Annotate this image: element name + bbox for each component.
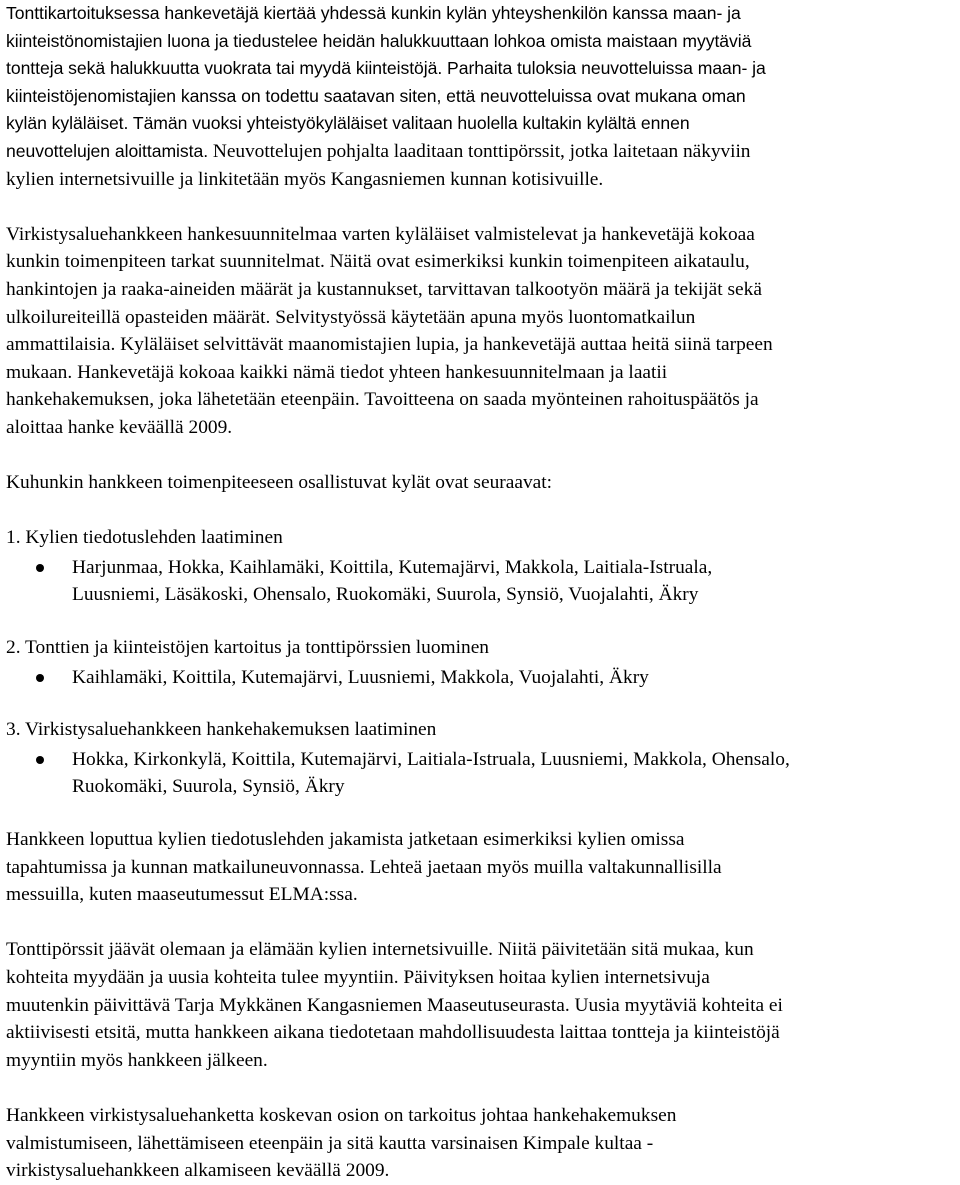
line: kylien internetsivuille ja linkitetään myös Kangasniemen kunnan kotisivuille.	[6, 168, 604, 190]
line: kiinteistöjenomistajien kanssa on todettu saatavan siten, että neuvotteluissa ovat mukana oman	[6, 85, 746, 106]
line: myyntiin myös hankkeen jälkeen.	[6, 1049, 268, 1071]
line: kiinteistönomistajien luona ja tiedustelee heidän halukkuuttaan lohkoa omista maistaan myytäviä	[6, 30, 752, 51]
line: messuilla, kuten maaseutumessut ELMA:ssa.	[6, 884, 358, 906]
bullet-icon	[6, 746, 72, 774]
paragraph-tonttikartoitus	[6, 0, 960, 193]
list-heading: 1. Kylien tiedotuslehden laatiminen	[6, 527, 283, 549]
bullet-icon	[6, 664, 72, 692]
line: virkistysaluehankkeen alkamiseen keväällä 2009.	[6, 1160, 390, 1182]
list-heading: 2. Tonttien ja kiinteistöjen kartoitus ja tonttipörssien luominen	[6, 637, 489, 659]
line: kunkin toimenpiteen tarkat suunnitelmat. Näitä ovat esimerkiksi kunkin toimenpiteen aikataulu,	[6, 251, 750, 273]
line: tontteja sekä halukkuutta vuokrata tai myydä kiinteistöjä. Parhaita tuloksia neuvotteluissa maan- ja	[6, 58, 766, 79]
paragraph-tonttiporssit	[6, 936, 960, 1074]
paragraph-tiedotuslehti	[6, 826, 960, 909]
line: kylän kyläläiset. Tämän vuoksi yhteistyökyläläiset valitaan huolella kultakin kylältä ennen	[6, 113, 690, 134]
line: aktiivisesti etsitä, mutta hankkeen aikana tiedotetaan mahdollisuudesta laittaa tontteja ja kiinteistöjä	[6, 1022, 780, 1044]
line: hankintojen ja raaka-aineiden määrät ja kustannukset, tarvittavan talkootyön määrä ja tekijät sekä	[6, 278, 762, 300]
list-item	[6, 664, 960, 692]
line: aloittaa hanke keväällä 2009.	[6, 416, 233, 438]
line: hankehakemuksen, joka lähetetään eteenpäin. Tavoitteena on saada myönteinen rahoituspäätös ja	[6, 389, 759, 411]
line: Neuvottelujen pohjalta laaditaan tonttipörssit, jotka laitetaan näkyviin	[208, 140, 751, 162]
paragraph-intro-list: Kuhunkin hankkeen toimenpiteeseen osallistuvat kylät ovat seuraavat:	[6, 472, 553, 494]
line: Hokka, Kirkonkylä, Koittila, Kutemajärvi, Laitiala-Istruala, Luusniemi, Makkola, Ohensalo,	[72, 748, 790, 770]
line: Luusniemi, Läsäkoski, Ohensalo, Ruokomäki, Suurola, Synsiö, Vuojalahti, Äkry	[72, 584, 699, 606]
line: Harjunmaa, Hokka, Kaihlamäki, Koittila, Kutemajärvi, Makkola, Laitiala-Istruala,	[72, 556, 713, 578]
line: Hankkeen virkistysaluehanketta koskevan osion on tarkoitus johtaa hankehakemuksen	[6, 1104, 677, 1126]
list-heading: 3. Virkistysaluehankkeen hankehakemuksen laatiminen	[6, 719, 437, 741]
line: Tonttikartoituksessa hankevetäjä kiertää yhdessä kunkin kylän yhteyshenkilön kanssa maan- ja	[6, 3, 741, 23]
line: tapahtumissa ja kunnan matkailuneuvonnassa. Lehteä jaetaan myös muilla valtakunnallisilla	[6, 856, 722, 878]
line: Ruokomäki, Suurola, Synsiö, Äkry	[72, 776, 345, 798]
line: muutenkin päivittävä Tarja Mykkänen Kangasniemen Maaseutuseurasta. Uusia myytäviä kohteita ei	[6, 994, 783, 1016]
list-section-2	[6, 634, 960, 691]
line: Kaihlamäki, Koittila, Kutemajärvi, Luusniemi, Makkola, Vuojalahti, Äkry	[72, 666, 649, 688]
line: neuvottelujen aloittamista.	[6, 140, 209, 161]
line: valmistumiseen, lähettämiseen eteenpäin ja sitä kautta varsinaisen Kimpale kultaa -	[6, 1132, 654, 1154]
list-section-3	[6, 716, 960, 801]
line: ammattilaisia. Kyläläiset selvittävät maanomistajien lupia, ja hankevetäjä auttaa heitä siinä tarpeen	[6, 334, 773, 356]
paragraph-kimpale-kultaa	[6, 1102, 960, 1185]
bullet-icon	[6, 554, 72, 582]
paragraph-virkistysalue	[6, 221, 960, 442]
line: Virkistysaluehankkeen hankesuunnitelmaa varten kyläläiset valmistelevat ja hankevetäjä kokoaa	[6, 223, 755, 245]
list-section-1	[6, 524, 960, 609]
line: kohteita myydään ja uusia kohteita tulee myyntiin. Päivityksen hoitaa kylien internetsivuja	[6, 967, 710, 988]
list-item	[6, 746, 960, 801]
list-item	[6, 554, 960, 609]
line: Hankkeen loputtua kylien tiedotuslehden jakamista jatketaan esimerkiksi kylien omissa	[6, 829, 685, 851]
line: Tonttipörssit jäävät olemaan ja elämään kylien internetsivuille. Niitä päivitetään sitä mukaa, kun	[6, 939, 754, 961]
line: ulkoilureiteillä opasteiden määrät. Selvitystyössä käytetään apuna myös luontomatkailun	[6, 306, 696, 328]
line: mukaan. Hankevetäjä kokoaa kaikki nämä tiedot yhteen hankesuunnitelmaan ja laatii	[6, 361, 668, 383]
